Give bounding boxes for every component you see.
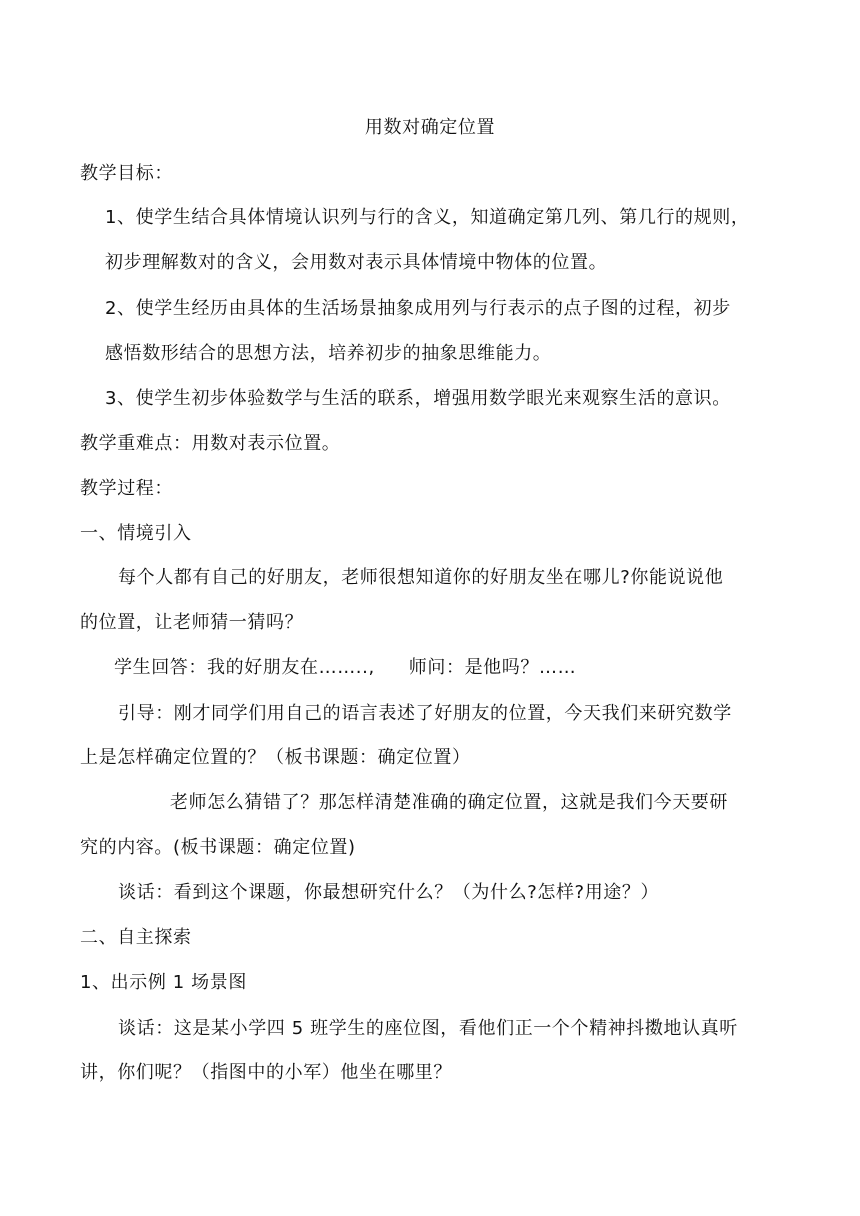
document-title: 用数对确定位置 bbox=[364, 117, 496, 138]
section-1-para-1-line-2: 的位置，让老师猜一猜吗？ bbox=[80, 612, 304, 633]
objective-1-line-2: 初步理解数对的含义，会用数对表示具体情境中物体的位置。 bbox=[105, 252, 608, 273]
objective-3-line-1: 3、使学生初步体验数学与生活的联系，增强用数学眼光来观察生活的意识。 bbox=[105, 388, 731, 409]
process-heading: 教学过程： bbox=[80, 478, 173, 499]
key-point: 教学重难点：用数对表示位置。 bbox=[80, 433, 341, 454]
section-1-para-2-line-2: 究的内容。(板书课题：确定位置) bbox=[80, 837, 356, 858]
objective-1-line-1: 1、使学生结合具体情境认识列与行的含义，知道确定第几列、第几行的规则， bbox=[105, 207, 750, 228]
guide-line-2: 上是怎样确定位置的？（板书课题：确定位置） bbox=[80, 747, 471, 768]
student-answer-line bbox=[114, 656, 576, 680]
objectives-heading: 教学目标： bbox=[80, 163, 173, 184]
section-1-para-2-line-1: 老师怎么猜错了？那怎样清楚准确的确定位置，这就是我们今天要研 bbox=[170, 792, 728, 813]
section-2-talk-line-2: 讲，你们呢？（指图中的小军）他坐在哪里？ bbox=[80, 1062, 452, 1083]
section-1-heading: 一、情境引入 bbox=[80, 523, 192, 544]
section-2-heading: 二、自主探索 bbox=[80, 927, 192, 948]
section-1-para-1-line-1: 每个人都有自己的好朋友，老师很想知道你的好朋友坐在哪儿?你能说说他 bbox=[118, 567, 724, 588]
objective-2-line-2: 感悟数形结合的思想方法，培养初步的抽象思维能力。 bbox=[105, 343, 552, 364]
guide-line-1: 引导：刚才同学们用自己的语言表述了好朋友的位置，今天我们来研究数学 bbox=[118, 703, 732, 724]
objective-2-line-1: 2、使学生经历由具体的生活场景抽象成用列与行表示的点子图的过程，初步 bbox=[105, 298, 731, 319]
student-answer: 学生回答：我的好朋友在…….., bbox=[114, 657, 375, 678]
talk-line: 谈话：看到这个课题，你最想研究什么？（为什么?怎样?用途？） bbox=[118, 882, 660, 903]
section-2-talk-line-1: 谈话：这是某小学四 5 班学生的座位图，看他们正一个个精神抖擞地认真听 bbox=[118, 1018, 738, 1039]
section-2-item-1: 1、出示例 1 场景图 bbox=[80, 972, 247, 993]
teacher-question: 师问：是他吗？…… bbox=[408, 657, 577, 678]
